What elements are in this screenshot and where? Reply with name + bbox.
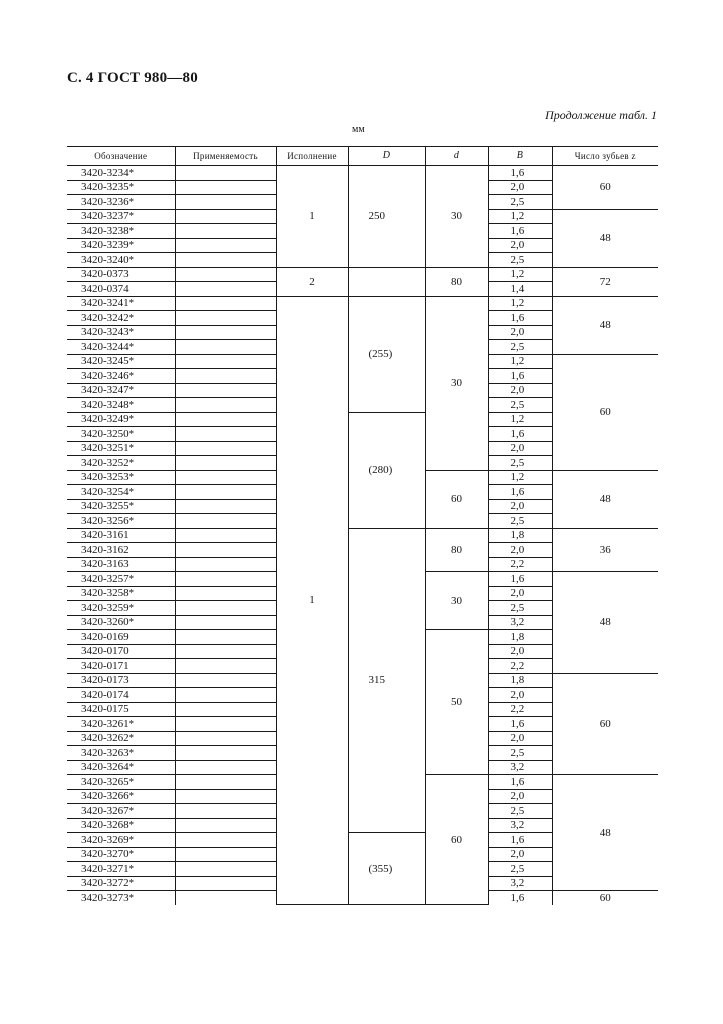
applicability-cell: [175, 354, 276, 369]
applicability-cell: [175, 180, 276, 195]
designation-cell: 3420-3248*: [67, 398, 175, 413]
page-header: С. 4 ГОСТ 980—80: [67, 70, 198, 86]
outer-diameter-cell: (355): [348, 833, 425, 905]
teeth-count-cell: 36: [552, 528, 658, 572]
designation-cell: 3420-3246*: [67, 369, 175, 384]
width-cell: 1,4: [488, 282, 552, 297]
width-cell: 2,0: [488, 688, 552, 703]
bore-diameter-cell: 60: [425, 775, 488, 905]
applicability-cell: [175, 398, 276, 413]
bore-diameter-cell: 50: [425, 630, 488, 775]
width-cell: 2,0: [488, 789, 552, 804]
designation-cell: 3420-3266*: [67, 789, 175, 804]
designation-cell: 3420-3234*: [67, 166, 175, 181]
outer-diameter-cell: (280): [348, 412, 425, 528]
width-cell: 3,2: [488, 760, 552, 775]
teeth-count-cell: 60: [552, 673, 658, 775]
width-cell: 2,0: [488, 180, 552, 195]
applicability-cell: [175, 876, 276, 891]
applicability-cell: [175, 427, 276, 442]
applicability-cell: [175, 166, 276, 181]
applicability-cell: [175, 441, 276, 456]
applicability-cell: [175, 296, 276, 311]
designation-cell: 3420-3237*: [67, 209, 175, 224]
applicability-cell: [175, 311, 276, 326]
width-cell: 1,6: [488, 369, 552, 384]
applicability-cell: [175, 238, 276, 253]
applicability-cell: [175, 862, 276, 877]
applicability-cell: [175, 775, 276, 790]
width-cell: 2,0: [488, 543, 552, 558]
column-header-designation: Обозначение: [67, 147, 175, 166]
column-header-width: B: [488, 147, 552, 166]
applicability-cell: [175, 456, 276, 471]
applicability-cell: [175, 557, 276, 572]
table-header-row: [67, 147, 658, 166]
applicability-cell: [175, 470, 276, 485]
teeth-count-cell: 60: [552, 354, 658, 470]
applicability-cell: [175, 412, 276, 427]
applicability-cell: [175, 282, 276, 297]
width-cell: 1,2: [488, 267, 552, 282]
width-cell: 1,6: [488, 427, 552, 442]
width-cell: 3,2: [488, 818, 552, 833]
width-cell: 2,5: [488, 514, 552, 529]
width-cell: 3,2: [488, 615, 552, 630]
column-header-teeth-count: Число зубьев z: [552, 147, 658, 166]
outer-diameter-cell: [348, 267, 425, 296]
width-cell: 2,0: [488, 238, 552, 253]
designation-cell: 3420-3261*: [67, 717, 175, 732]
applicability-cell: [175, 673, 276, 688]
designation-cell: 3420-0170: [67, 644, 175, 659]
designation-cell: 3420-3161: [67, 528, 175, 543]
outer-diameter-cell: 250: [348, 166, 425, 268]
width-cell: 1,6: [488, 485, 552, 500]
applicability-cell: [175, 514, 276, 529]
table-row: [67, 528, 658, 543]
outer-diameter-cell: 315: [348, 528, 425, 833]
width-cell: 2,0: [488, 325, 552, 340]
designation-cell: 3420-3243*: [67, 325, 175, 340]
designation-cell: 3420-3239*: [67, 238, 175, 253]
applicability-cell: [175, 485, 276, 500]
designation-cell: 3420-3269*: [67, 833, 175, 848]
designation-cell: 3420-3251*: [67, 441, 175, 456]
width-cell: 2,2: [488, 659, 552, 674]
bore-diameter-cell: 60: [425, 470, 488, 528]
applicability-cell: [175, 833, 276, 848]
designation-cell: 3420-3242*: [67, 311, 175, 326]
designation-cell: 3420-0174: [67, 688, 175, 703]
designation-cell: 3420-3249*: [67, 412, 175, 427]
applicability-cell: [175, 746, 276, 761]
designation-cell: 3420-3162: [67, 543, 175, 558]
applicability-cell: [175, 325, 276, 340]
applicability-cell: [175, 528, 276, 543]
teeth-count-cell: 48: [552, 572, 658, 674]
width-cell: 2,5: [488, 456, 552, 471]
width-cell: 2,0: [488, 847, 552, 862]
designation-cell: 3420-3238*: [67, 224, 175, 239]
designation-cell: 3420-3253*: [67, 470, 175, 485]
teeth-count-cell: 48: [552, 775, 658, 891]
column-header-execution: Исполнение: [276, 147, 348, 166]
width-cell: 1,8: [488, 673, 552, 688]
designation-cell: 3420-3260*: [67, 615, 175, 630]
applicability-cell: [175, 615, 276, 630]
width-cell: 1,6: [488, 224, 552, 239]
designation-cell: 3420-3270*: [67, 847, 175, 862]
width-cell: 1,8: [488, 630, 552, 645]
designation-cell: 3420-0171: [67, 659, 175, 674]
width-cell: 2,2: [488, 702, 552, 717]
width-cell: 2,5: [488, 601, 552, 616]
applicability-cell: [175, 209, 276, 224]
applicability-cell: [175, 891, 276, 905]
designation-cell: 3420-3268*: [67, 818, 175, 833]
applicability-cell: [175, 586, 276, 601]
designation-cell: 3420-3256*: [67, 514, 175, 529]
width-cell: 2,2: [488, 557, 552, 572]
teeth-count-cell: 48: [552, 470, 658, 528]
applicability-cell: [175, 804, 276, 819]
applicability-cell: [175, 760, 276, 775]
applicability-cell: [175, 688, 276, 703]
applicability-cell: [175, 731, 276, 746]
teeth-count-cell: 48: [552, 209, 658, 267]
width-cell: 1,6: [488, 311, 552, 326]
width-cell: 2,5: [488, 398, 552, 413]
column-header-outer-diameter: D: [348, 147, 425, 166]
execution-cell: 1: [276, 296, 348, 905]
applicability-cell: [175, 630, 276, 645]
applicability-cell: [175, 499, 276, 514]
designation-cell: 3420-3271*: [67, 862, 175, 877]
width-cell: 1,2: [488, 296, 552, 311]
width-cell: 2,0: [488, 586, 552, 601]
designation-cell: 3420-3267*: [67, 804, 175, 819]
designation-cell: 3420-3273*: [67, 891, 175, 905]
designation-cell: 3420-3258*: [67, 586, 175, 601]
width-cell: 2,5: [488, 253, 552, 268]
width-cell: 1,2: [488, 412, 552, 427]
applicability-cell: [175, 195, 276, 210]
designation-cell: 3420-3259*: [67, 601, 175, 616]
width-cell: 2,5: [488, 746, 552, 761]
designation-cell: 3420-3262*: [67, 731, 175, 746]
designation-cell: 3420-3241*: [67, 296, 175, 311]
width-cell: 1,2: [488, 470, 552, 485]
designation-cell: 3420-0173: [67, 673, 175, 688]
width-cell: 2,0: [488, 499, 552, 514]
designation-cell: 3420-3163: [67, 557, 175, 572]
designation-cell: 3420-3235*: [67, 180, 175, 195]
width-cell: 1,2: [488, 354, 552, 369]
applicability-cell: [175, 267, 276, 282]
width-cell: 2,0: [488, 441, 552, 456]
width-cell: 2,5: [488, 804, 552, 819]
designation-cell: 3420-0175: [67, 702, 175, 717]
table-row: [67, 296, 658, 311]
applicability-cell: [175, 659, 276, 674]
applicability-cell: [175, 572, 276, 587]
applicability-cell: [175, 383, 276, 398]
gear-table: [67, 146, 658, 905]
applicability-cell: [175, 789, 276, 804]
width-cell: 3,2: [488, 876, 552, 891]
applicability-cell: [175, 601, 276, 616]
designation-cell: 3420-0169: [67, 630, 175, 645]
bore-diameter-cell: 80: [425, 528, 488, 572]
applicability-cell: [175, 543, 276, 558]
designation-cell: 3420-3247*: [67, 383, 175, 398]
execution-cell: 2: [276, 267, 348, 296]
designation-cell: 3420-3272*: [67, 876, 175, 891]
width-cell: 1,6: [488, 833, 552, 848]
designation-cell: 3420-3252*: [67, 456, 175, 471]
applicability-cell: [175, 253, 276, 268]
designation-cell: 3420-3250*: [67, 427, 175, 442]
width-cell: 2,0: [488, 731, 552, 746]
bore-diameter-cell: 30: [425, 296, 488, 470]
designation-cell: 3420-0374: [67, 282, 175, 297]
applicability-cell: [175, 702, 276, 717]
designation-cell: 3420-3257*: [67, 572, 175, 587]
width-cell: 2,0: [488, 383, 552, 398]
bore-diameter-cell: 30: [425, 166, 488, 268]
designation-cell: 3420-3244*: [67, 340, 175, 355]
applicability-cell: [175, 340, 276, 355]
width-cell: 1,2: [488, 209, 552, 224]
outer-diameter-cell: (255): [348, 296, 425, 412]
teeth-count-cell: 60: [552, 166, 658, 210]
width-cell: 2,5: [488, 340, 552, 355]
designation-cell: 3420-3240*: [67, 253, 175, 268]
applicability-cell: [175, 717, 276, 732]
applicability-cell: [175, 847, 276, 862]
column-header-bore-diameter: d: [425, 147, 488, 166]
designation-cell: 3420-3245*: [67, 354, 175, 369]
table-row: [67, 267, 658, 282]
designation-cell: 3420-3264*: [67, 760, 175, 775]
table-row: [67, 166, 658, 181]
column-header-applicability: Применяемость: [175, 147, 276, 166]
width-cell: 2,5: [488, 195, 552, 210]
width-cell: 2,0: [488, 644, 552, 659]
designation-cell: 3420-3254*: [67, 485, 175, 500]
table-body: [67, 166, 658, 905]
width-cell: 1,6: [488, 891, 552, 905]
designation-cell: 3420-3236*: [67, 195, 175, 210]
teeth-count-cell: 60: [552, 891, 658, 905]
width-cell: 1,6: [488, 166, 552, 181]
applicability-cell: [175, 369, 276, 384]
width-cell: 2,5: [488, 862, 552, 877]
teeth-count-cell: 72: [552, 267, 658, 296]
designation-cell: 3420-3255*: [67, 499, 175, 514]
width-cell: 1,6: [488, 572, 552, 587]
width-cell: 1,8: [488, 528, 552, 543]
width-cell: 1,6: [488, 717, 552, 732]
applicability-cell: [175, 224, 276, 239]
designation-cell: 3420-0373: [67, 267, 175, 282]
teeth-count-cell: 48: [552, 296, 658, 354]
designation-cell: 3420-3263*: [67, 746, 175, 761]
applicability-cell: [175, 818, 276, 833]
bore-diameter-cell: 80: [425, 267, 488, 296]
table-continuation-note: Продолжение табл. 1: [545, 108, 657, 122]
unit-label: мм: [352, 124, 365, 135]
designation-cell: 3420-3265*: [67, 775, 175, 790]
execution-cell: 1: [276, 166, 348, 268]
applicability-cell: [175, 644, 276, 659]
width-cell: 1,6: [488, 775, 552, 790]
bore-diameter-cell: 30: [425, 572, 488, 630]
